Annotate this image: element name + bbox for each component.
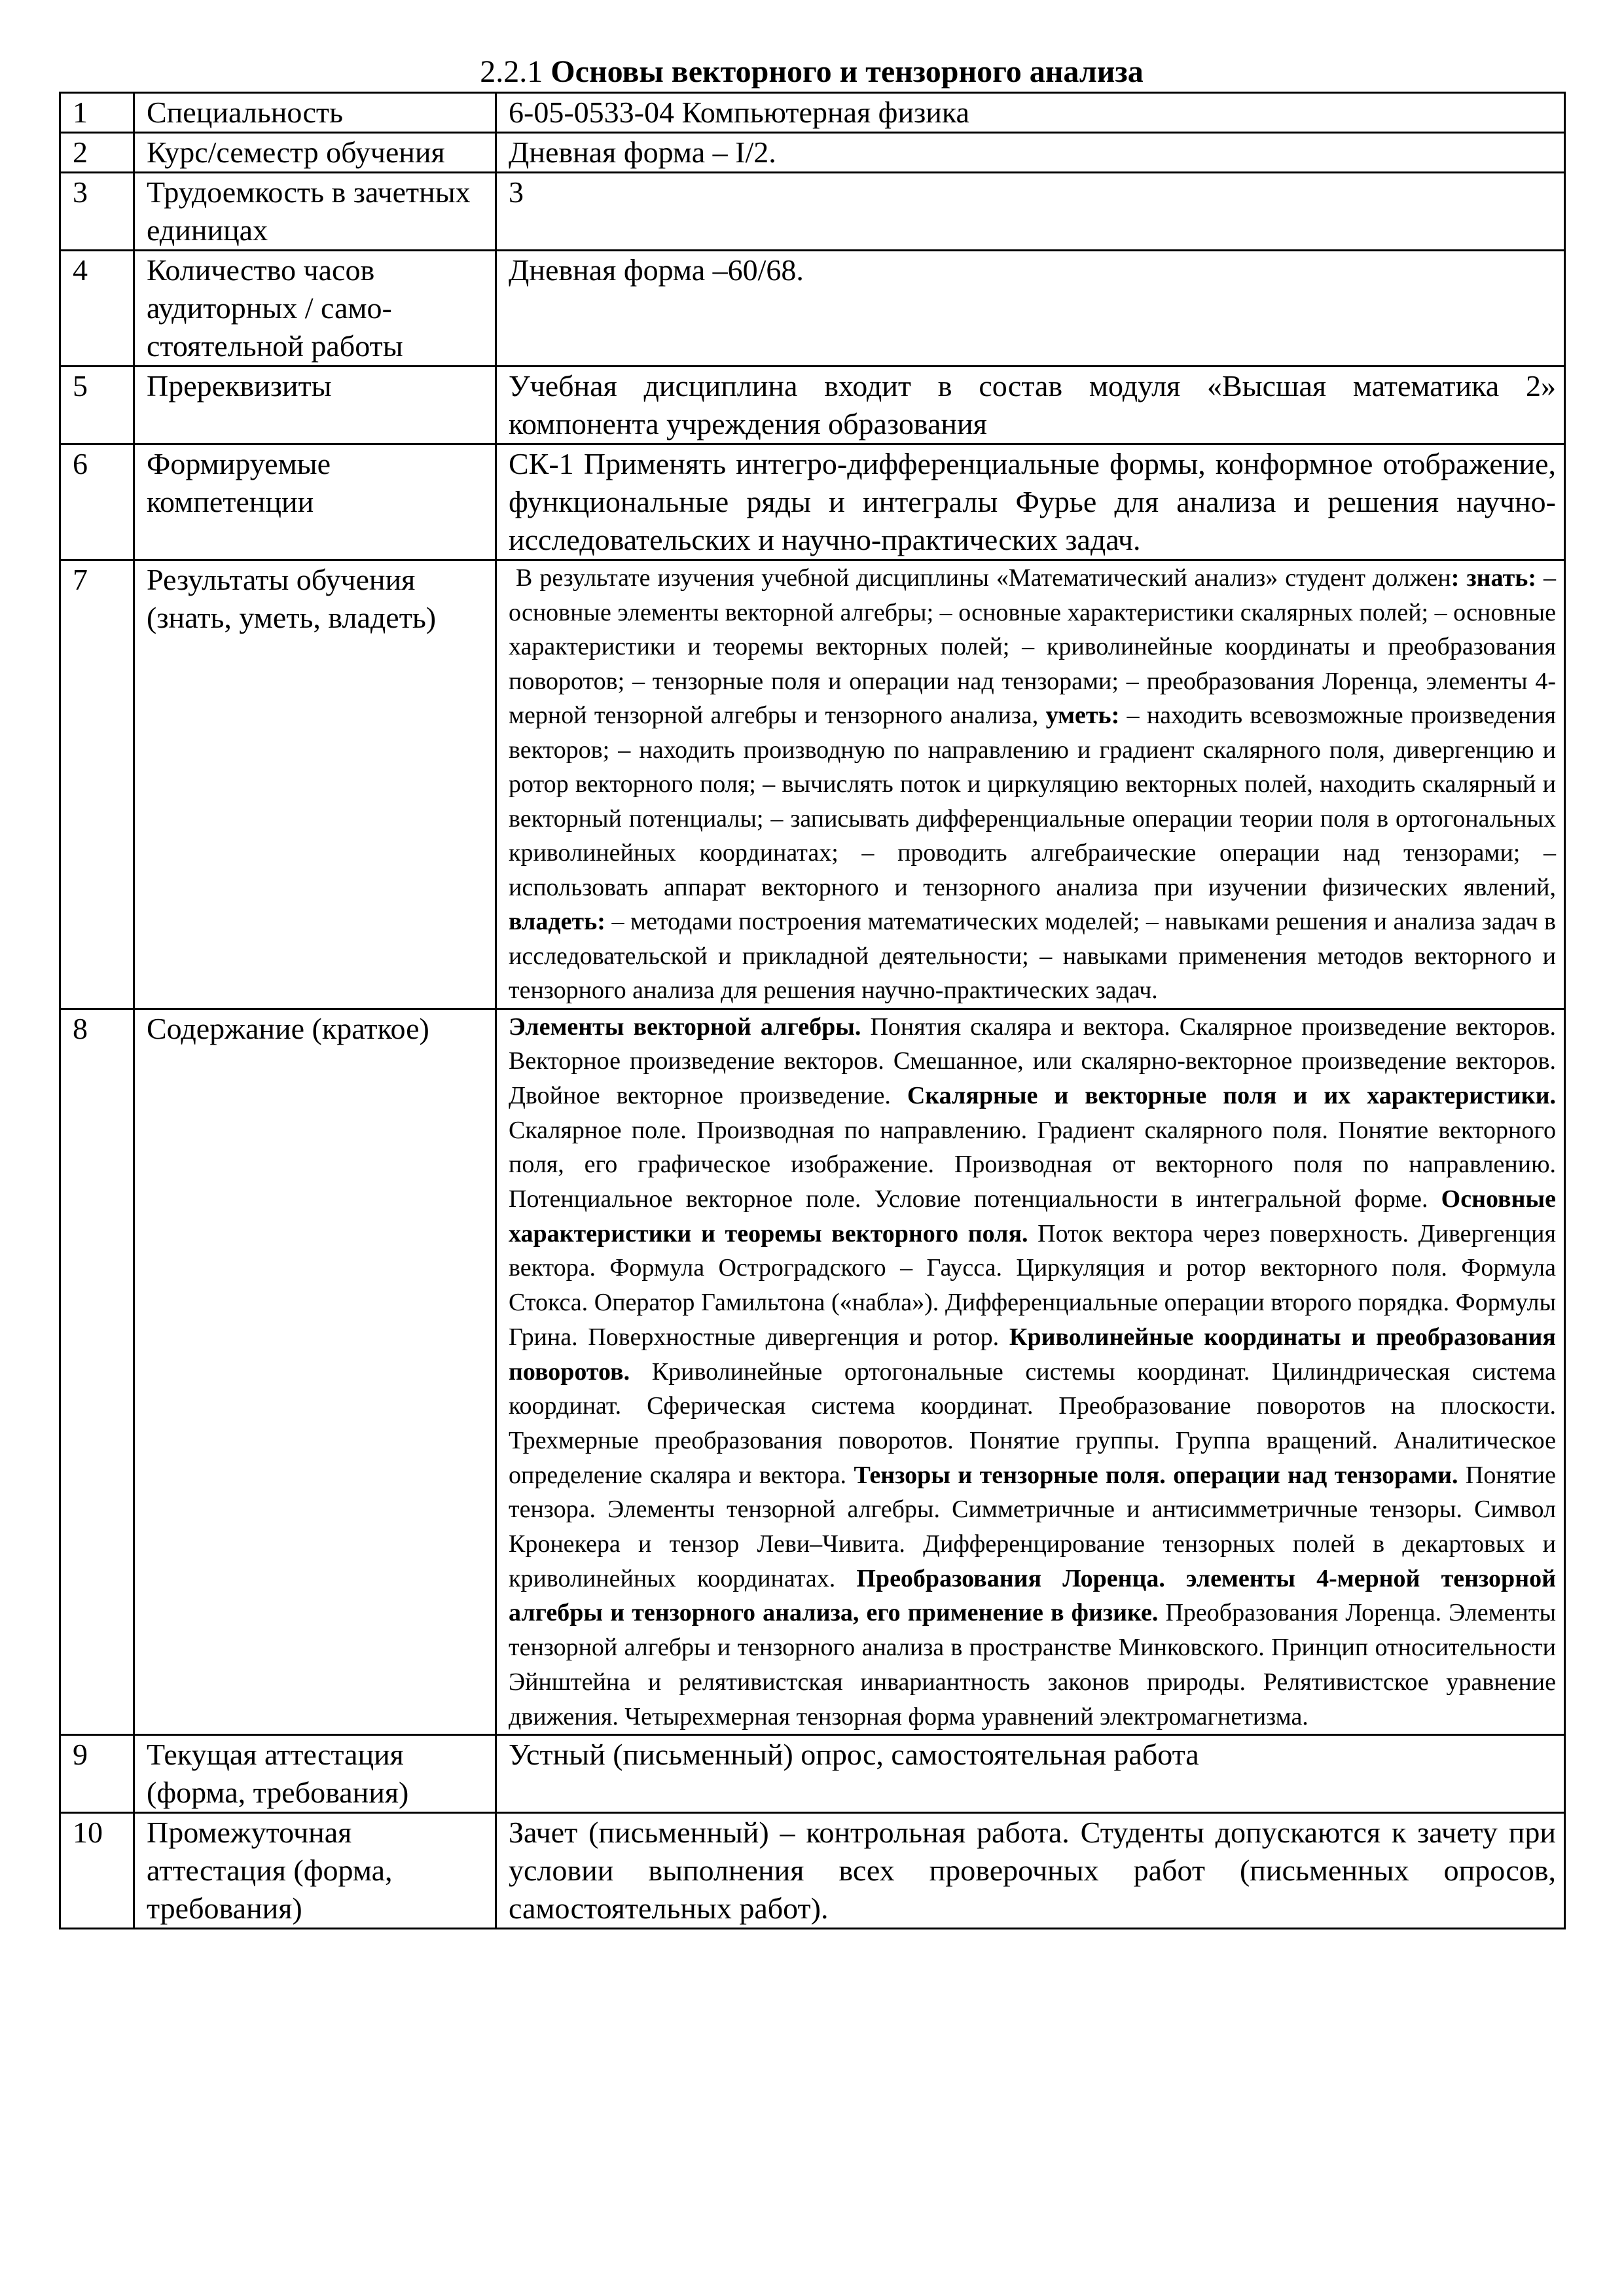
table-row — [60, 367, 1565, 444]
content-section-heading: Элементы векторной алгебры. — [509, 1013, 861, 1041]
row-label: Количество часов аудиторных / само-стоятельной работы — [134, 251, 496, 367]
row-number: 10 — [60, 1813, 134, 1929]
row-value: СК-1 Применять интегро-дифференциальные формы, конформное отображение, функциональные ряды и интегралы Фурье для анализа и решения научно-исследовательских и научно-практических задач. — [496, 444, 1565, 560]
own-text: – методами построения математических моделей; – навыками решения и анализа задач в исследовательской и прикладной деятельности; – навыками применения методов векторного и тензорного анализа для решения научно-практических задач. — [509, 908, 1556, 1004]
row-number: 3 — [60, 173, 134, 251]
row-value: Зачет (письменный) – контрольная работа. Студенты допускаются к зачету при условии выполнения всех проверочных работ (письменных опросов, самостоятельных работ). — [496, 1813, 1565, 1929]
table-row — [60, 133, 1565, 173]
row-label: Результаты обучения (знать, уметь, владеть) — [134, 560, 496, 1009]
row-label: Курс/семестр обучения — [134, 133, 496, 173]
title-number: 2.2.1 — [480, 54, 543, 89]
row-number: 1 — [60, 93, 134, 133]
row-number: 6 — [60, 444, 134, 560]
row-number: 9 — [60, 1735, 134, 1813]
row-label: Трудоемкость в зачетных единицах — [134, 173, 496, 251]
outcomes-intro-colon: : — [1451, 564, 1460, 592]
know-text: – основные элементы векторной алгебры; – основные характеристики скалярных полей; – основные характеристики и теоремы векторных полей; – криволинейные координаты и преобразования поворотов; – тензорные поля и операции над тензорами; – преобразования Лоренца, элементы 4-мерной тензорной алгебры и тензорного анализа, — [509, 564, 1556, 729]
table-row — [60, 1735, 1565, 1813]
table-row — [60, 93, 1565, 133]
content-section-text: Поток вектора через поверхность. Дивергенция вектора. Формула Остроградского – Гаусса. Циркуляция и ротор векторного поля. Формула Стокса. Оператор Гамильтона («набла»). Дифференциальные операции второго порядка. Формулы Грина. Поверхностные дивергенция и ротор. — [509, 1219, 1556, 1351]
row-label: Формируемые компетенции — [134, 444, 496, 560]
own-label: владеть: — [509, 908, 605, 935]
content-section-heading: Преобразования Лоренца. элементы 4-мерной тензорной алгебры и тензорного анализа, его применение в физике. — [509, 1564, 1556, 1627]
row-number: 5 — [60, 367, 134, 444]
row-number: 7 — [60, 560, 134, 1009]
row-label: Содержание (краткое) — [134, 1009, 496, 1735]
row-label: Специальность — [134, 93, 496, 133]
table-row — [60, 173, 1565, 251]
table-row — [60, 251, 1565, 367]
know-label: знать: — [1466, 564, 1536, 592]
table-row — [60, 1009, 1565, 1735]
can-text: – находить всевозможные произведения векторов; – находить производную по направлению и градиент скалярного поля, дивергенцию и ротор векторного поля; – вычислять поток и циркуляцию векторных полей, находить скалярный и векторный потенциалы; – записывать дифференциальные операции теории поля в ортогональных криволинейных координатах; – проводить алгебраические операции над тензорами; – использовать аппарат векторного и тензорного анализа при изучении физических явлений, — [509, 702, 1556, 901]
content-section-heading: Криволинейные координаты и преобразования поворотов. — [509, 1323, 1556, 1386]
row-number: 4 — [60, 251, 134, 367]
content-section-heading: Основные характеристики и теоремы векторного поля. — [509, 1185, 1556, 1247]
row-label: Промежуточная аттестация (форма, требования) — [134, 1813, 496, 1929]
row-value: Дневная форма – I/2. — [496, 133, 1565, 173]
content-section-text: Скалярное поле. Производная по направлению. Градиент скалярного поля. Понятие векторного поля, его графическое изображение. Производная от векторного поля по направлению. Потенциальное векторное поле. Условие потенциальности в интегральной форме. — [509, 1116, 1556, 1213]
can-label: уметь: — [1045, 702, 1120, 729]
content-section-heading: Тензоры и тензорные поля. операции над тензорами. — [854, 1461, 1458, 1489]
row-value: Дневная форма –60/68. — [496, 251, 1565, 367]
table-row — [60, 444, 1565, 560]
row-value: Учебная дисциплина входит в состав модуля «Высшая математика 2» компонента учреждения образования — [496, 367, 1565, 444]
table-row — [60, 560, 1565, 1009]
content-section-text: Криволинейные ортогональные системы координат. Цилиндрическая система координат. Сферическая система координат. Преобразование поворотов на плоскости. Трехмерные преобразования поворотов. Понятие группы. Группа вращений. Аналитическое определение скаляра и вектора. — [509, 1357, 1556, 1489]
syllabus-table — [59, 92, 1566, 1929]
content-section-heading: Скалярные и векторные поля и их характеристики. — [907, 1081, 1556, 1109]
content-section-text: Понятие тензора. Элементы тензорной алгебры. Симметричные и антисимметричные тензоры. Символ Кронекера и тензор Леви–Чивита. Дифференцирование тензорных полей в декартовых и криволинейных координатах. — [509, 1461, 1556, 1592]
table-row — [60, 1813, 1565, 1929]
row-value: 3 — [496, 173, 1565, 251]
course-content — [496, 1009, 1565, 1735]
page-title — [59, 52, 1564, 92]
content-section-text: Преобразования Лоренца. Элементы тензорной алгебры и тензорного анализа в пространстве Минковского. Принцип относительности Эйнштейна и релятивистская инвариантность законов природы. Релятивистское уравнение движения. Четырехмерная тензорная форма уравнений электромагнетизма. — [509, 1599, 1556, 1731]
row-label: Текущая аттестация (форма, требования) — [134, 1735, 496, 1813]
row-value: Устный (письменный) опрос, самостоятельная работа — [496, 1735, 1565, 1813]
row-number: 2 — [60, 133, 134, 173]
title-text: Основы векторного и тензорного анализа — [550, 54, 1144, 89]
outcomes-intro: В результате изучения учебной дисциплины «Математический анализ» студент должен — [516, 564, 1451, 592]
row-value: 6-05-0533-04 Компьютерная физика — [496, 93, 1565, 133]
row-number: 8 — [60, 1009, 134, 1735]
learning-outcomes — [496, 560, 1565, 1009]
content-section-text: Понятия скаляра и вектора. Скалярное произведение векторов. Векторное произведение векторов. Смешанное, или скалярно-векторное произведение векторов. Двойное векторное произведение. — [509, 1013, 1557, 1109]
row-label: Пререквизиты — [134, 367, 496, 444]
